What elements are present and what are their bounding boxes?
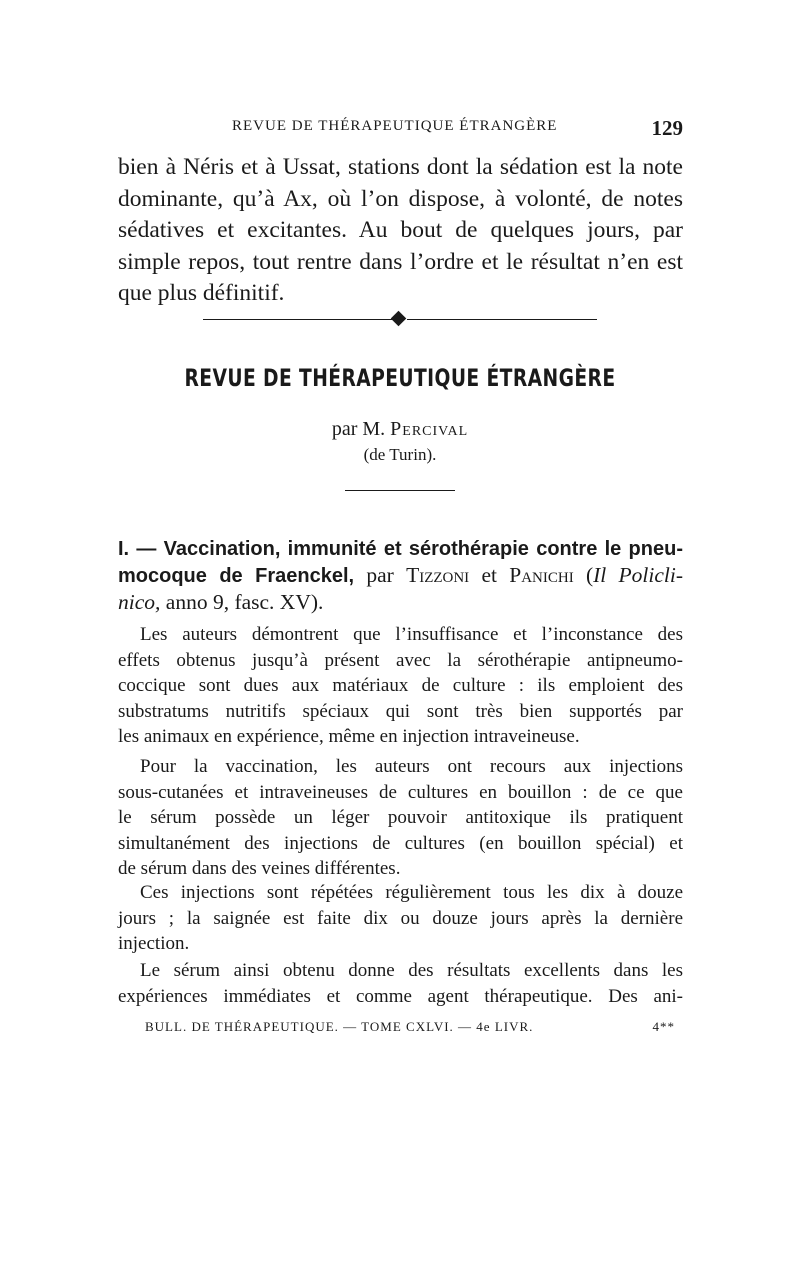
author-affiliation: (de Turin). (363, 445, 437, 464)
text-line: de sérum dans des veines différentes. (118, 858, 401, 879)
diamond-icon (391, 311, 407, 327)
short-divider (345, 490, 455, 491)
text-line: simultanément des injections de cultures (en bouillon spécial) et (118, 832, 683, 854)
text-line: que plus définitif. (118, 280, 285, 306)
article-title-part-1: I. — Vaccination, immunité et sérothérapie contre le pneu- (118, 538, 683, 560)
body-paragraph (118, 754, 683, 882)
section-title: REVUE DE THÉRAPEUTIQUE ÉTRANGÈRE (184, 364, 616, 392)
text-line: coccique sont dues aux matériaux de culture : ils emploient des (118, 675, 683, 696)
heading-line (118, 589, 683, 615)
article-title-part-2: mocoque de Fraenckel, (118, 565, 355, 587)
text-line: bien à Néris et à Ussat, stations dont la sédation est la note (118, 154, 683, 180)
text-line: injection. (118, 933, 190, 954)
text-line: Les auteurs démontrent que l’insuffisance et l’inconstance des (140, 624, 683, 645)
page-footer (145, 1019, 685, 1035)
article-heading (118, 535, 683, 615)
text-line: dominante, qu’à Ax, où l’on dispose, à volonté, de notes (118, 185, 683, 212)
text-line: simple repos, tout rentre dans l’ordre et le résultat n’en est (118, 248, 683, 275)
text-line: les animaux en expérience, même en injection intraveineuse. (118, 726, 580, 747)
heading-and: et (481, 563, 497, 587)
footer-text: BULL. DE THÉRAPEUTIQUE. — TOME CXLVI. — 4e LIVR. (145, 1019, 534, 1034)
heading-by: par (366, 563, 394, 587)
text-line: jours ; la saignée est faite dix ou douze jours après la dernière (118, 907, 683, 929)
intro-paragraph (118, 152, 683, 310)
text-line: expériences immédiates et comme agent thérapeutique. Des ani- (118, 985, 683, 1007)
heading-line (118, 562, 683, 589)
body-paragraph (118, 880, 683, 957)
signature-mark: 4** (652, 1019, 675, 1034)
text-line: effets obtenus jusqu’à présent avec la sérothérapie antipneumo- (118, 649, 683, 671)
text-line: sous-cutanées et intraveineuses de cultures en bouillon : de ce que (118, 781, 683, 803)
running-header (118, 116, 683, 142)
author-name: Percival (390, 418, 469, 440)
running-title: REVUE DE THÉRAPEUTIQUE ÉTRANGÈRE (232, 118, 558, 134)
byline-prefix: par M. (331, 418, 386, 440)
divider-rule-right (407, 319, 597, 320)
text-line: Ces injections sont répétées régulièrement tous les dix à douze (140, 882, 683, 903)
page-number: 129 (651, 116, 683, 140)
text-line: substratums nutritifs spéciaux qui sont très bien supportés par (118, 700, 683, 722)
byline (0, 418, 800, 441)
article-author-2: Panichi (509, 563, 574, 587)
divider-rule-left (203, 319, 393, 320)
journal-open-paren: ( (585, 563, 594, 587)
journal-name-part-2: nico, (118, 590, 161, 614)
body-paragraph (118, 622, 683, 750)
heading-line (118, 535, 683, 562)
article-author-1: Tizzoni (406, 563, 470, 587)
section-divider-ornament (203, 313, 597, 327)
text-line: Le sérum ainsi obtenu donne des résultats excellents dans les (140, 960, 683, 981)
text-line: sédatives et excitantes. Au bout de quelques jours, par (118, 217, 683, 243)
text-line: Pour la vaccination, les auteurs ont recours aux injections (140, 756, 683, 777)
body-paragraph (118, 958, 683, 1009)
journal-name-part-1: Il Policli- (593, 563, 684, 587)
text-line: le sérum possède un léger pouvoir antitoxique ils pratiquent (118, 807, 683, 828)
journal-citation: anno 9, fasc. XV). (165, 590, 324, 614)
